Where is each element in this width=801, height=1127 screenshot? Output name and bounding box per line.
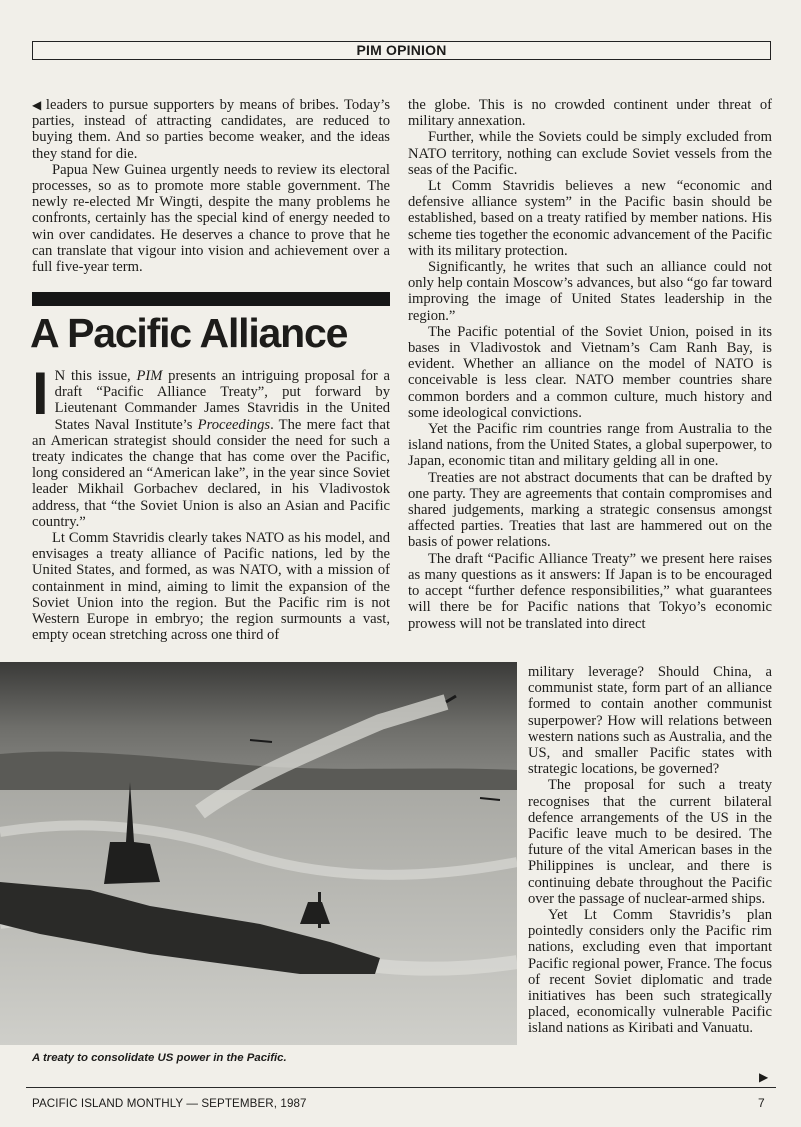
paragraph: Yet Lt Comm Stavridis’s plan pointedly considers only the Pacific rim nations, excluding even that important Pacific regional power, France. The focus of recent Soviet diplomatic and trade initiatives has been such strategically placed, economically vulnerable Pacific island nations as Kiribati and Vanuatu. (528, 907, 772, 1037)
paragraph: Lt Comm Stavridis clearly takes NATO as his model, and envisages a treaty alliance of Pacific nations, led by the United States, and formed, as was NATO, with a mission of containment in mind, aiming to limit the expansion of the Soviet Union into the region. But the Pacific rim is not Western Europe in embryo; the region surmounts a vast, empty ocean stretching across one third of (32, 530, 390, 644)
article-body-right (408, 97, 772, 632)
continued-arrow-icon: ◀ (32, 98, 43, 112)
continued-arrow-icon: ▶ (759, 1070, 769, 1084)
footer-publication: PACIFIC ISLAND MONTHLY — SEPTEMBER, 1987 (32, 1097, 307, 1110)
article-body-right-narrow (528, 664, 772, 1037)
warship-photo-illustration (0, 662, 517, 1045)
paragraph: the globe. This is no crowded continent under threat of military annexation. (408, 97, 772, 130)
paragraph: Lt Comm Stavridis believes a new “economic and defensive alliance system” in the Pacific basin should be established, based on a treaty ratified by member nations. His scheme ties together the economic advancement of the Pacific with its military protection. (408, 178, 772, 259)
section-header (32, 41, 771, 60)
paragraph: military leverage? Should China, a communist state, form part of an alliance formed to contain another communist superpower? How will relations between western nations such as Australia, and the US, and smaller Pacific states with strategic locations, be governed? (528, 664, 772, 778)
paragraph: The Pacific potential of the Soviet Union, poised in its bases in Vladivostok and Vietnam’s Cam Ranh Bay, is evident. Whether an alliance on the model of NATO is conceivable is less clear. NATO member countries share common borders and a common culture, much history and some ideological convictions. (408, 323, 772, 421)
warship-missile-photo (0, 662, 517, 1045)
section-label: PIM OPINION (356, 42, 447, 58)
footer-rule (26, 1087, 776, 1088)
article-headline: A Pacific Alliance (30, 310, 348, 356)
drop-cap: I (32, 360, 49, 427)
page-number: 7 (758, 1096, 765, 1110)
paragraph: Papua New Guinea urgently needs to review its electoral processes, so as to promote more stable government. The newly re-elected Mr Wingti, despite the many problems he confronts, certainly has the special kind of energy needed to win over candidates. He deserves a chance to prove that he can translate that vigour into vision and achievement over a full five-year term. (32, 161, 390, 276)
paragraph: Yet the Pacific rim countries range from Australia to the island nations, from the United States, a global superpower, to Japan, economic titan and military gelding all in one. (408, 421, 772, 470)
paragraph: Further, while the Soviets could be simply excluded from NATO territory, nothing can exclude Soviet vessels from the seas of the Pacific. (408, 129, 772, 178)
photo-caption: A treaty to consolidate US power in the Pacific. (32, 1052, 287, 1064)
headline-rule (32, 292, 390, 306)
paragraph: Treaties are not abstract documents that can be drafted by one party. They are agreements that contain compromises and shared judgements, marking a strategic consensus amongst affected parties. Treaties that last are hammered out on the basis of power relations. (408, 469, 772, 551)
paragraph: The proposal for such a treaty recognises that the current bilateral defence arrangements of the US in the Pacific leave much to be desired. The future of the vital American bases in the Philippines is unclear, and there is continuing debate throughout the Pacific over the passage of nuclear-armed ships. (528, 777, 772, 907)
previous-article-continuation (32, 97, 390, 275)
paragraph: Significantly, he writes that such an alliance could not only help contain Moscow’s advances, but also “go far toward improving the image of United States leadership in the region.” (408, 259, 772, 324)
article-intro: I N this issue, PIM presents an intriguing proposal for a draft “Pacific Alliance Treaty”, put forward by Lieutenant Commander James Stavridis in the United States Naval Institute’s Proceedings. The mere fact that an American strategist should consider the need for such a treaty indicates the change that has come over the Pacific, long considered an “American lake”, in the year since Soviet leader Mikhail Gorbachev declared, in his Vladivostok address, that “the Soviet Union is also an Asian and Pacific country.” (32, 360, 390, 530)
paragraph: The draft “Pacific Alliance Treaty” we present here raises as many questions as it answers: If Japan is to be encouraged to accept “further defence responsibilities,” what guarantees will there be for Pacific nations that Tokyo’s economic prowess will not be translated into direct (408, 550, 772, 632)
paragraph: ◀ leaders to pursue supporters by means of bribes. Today’s parties, instead of attracting candidates, are reduced to buying them. And so parties become weaker, and the ideas they stand for die. (32, 97, 390, 162)
article-body-left (32, 360, 390, 644)
